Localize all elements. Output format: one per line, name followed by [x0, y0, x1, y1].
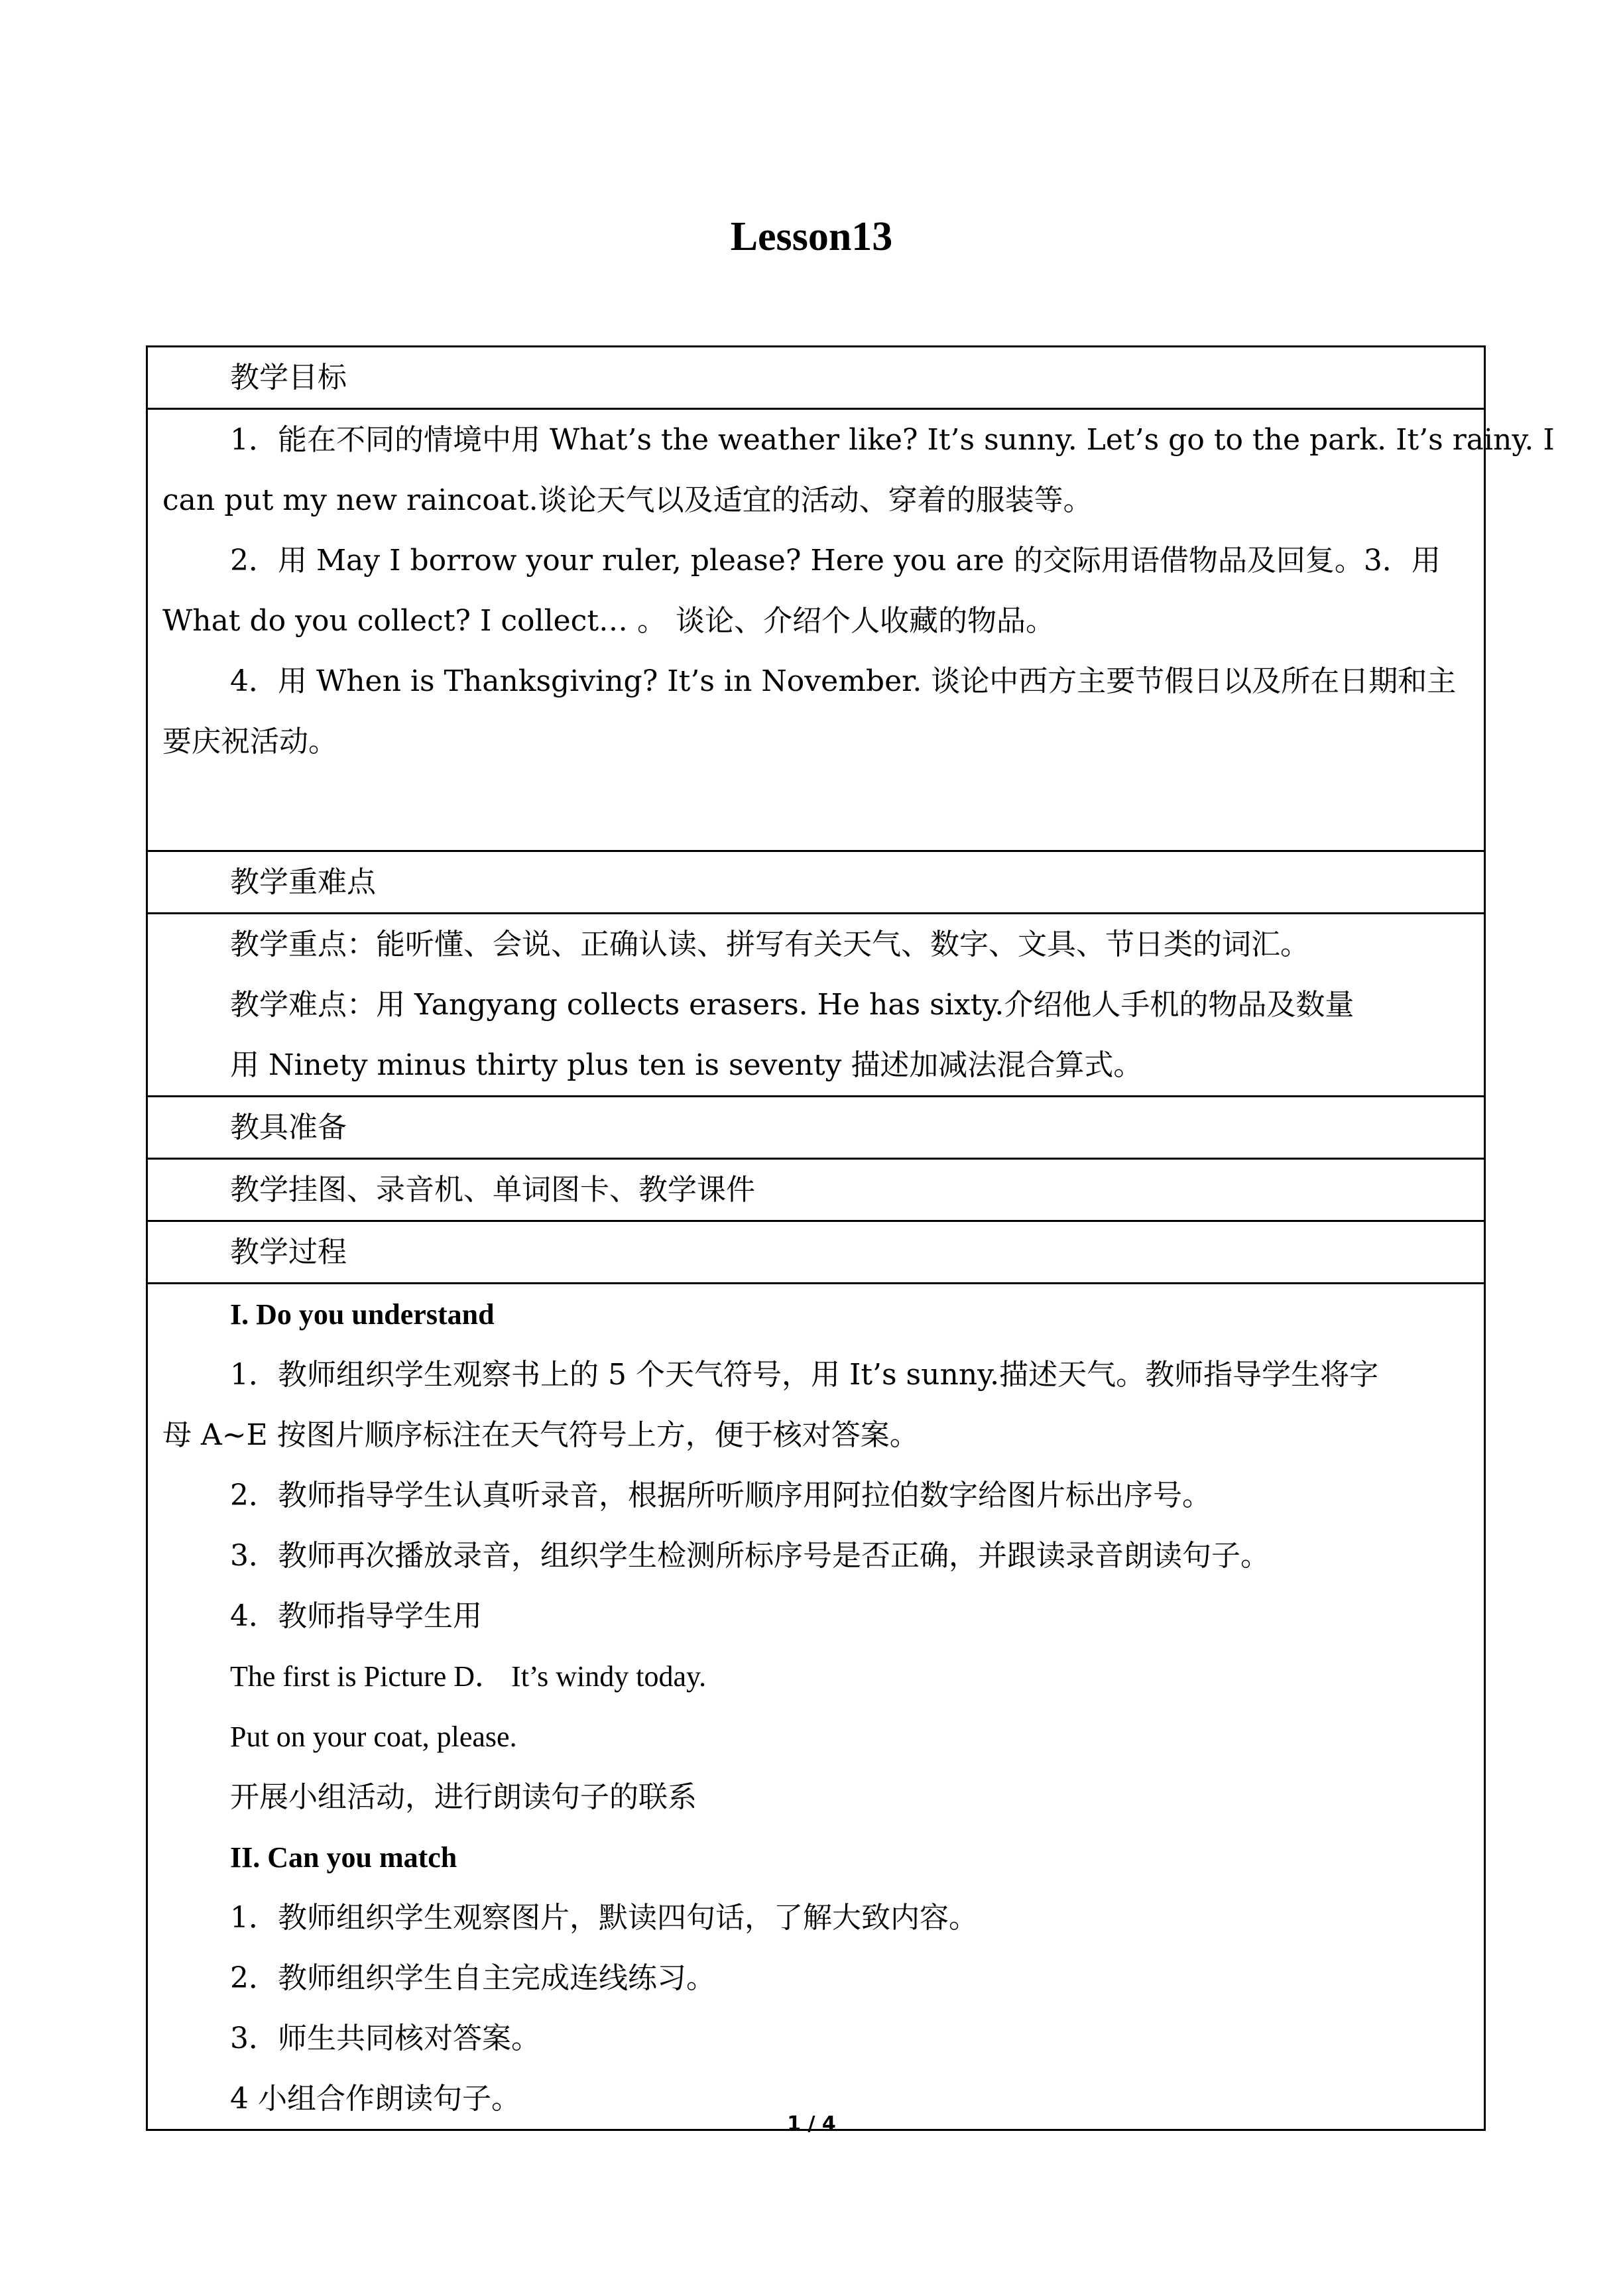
- part1-line-4: 3．教师再次播放录音，组织学生检测所标序号是否正确，并跟读录音朗读句子。: [230, 1539, 1270, 1573]
- process-heading-row: [147, 1221, 1485, 1284]
- part1-line-7: Put on your coat, please.: [230, 1721, 517, 1753]
- part1-line-2: 母 A~E 按图片顺序标注在天气符号上方，便于核对答案。: [162, 1418, 919, 1452]
- materials-heading-row: [147, 1097, 1485, 1159]
- key-point-line-1: 教学重点：能听懂、会说、正确认读、拼写有关天气、数字、文具、节日类的词汇。: [230, 928, 1309, 961]
- part2-title: II. Can you match: [230, 1841, 457, 1874]
- part2-line-4: 4 小组合作朗读句子。: [230, 2082, 520, 2116]
- key-points-heading: 教学重难点: [230, 865, 376, 899]
- key-points-heading-row: [147, 851, 1485, 914]
- page-number: 1 / 4: [787, 2112, 836, 2136]
- process-heading: 教学过程: [230, 1235, 347, 1269]
- process-content-row: [147, 1284, 1485, 2130]
- part2-line-1: 1．教师组织学生观察图片，默读四句话，了解大致内容。: [230, 1901, 978, 1935]
- objective-line-6: 要庆祝活动。: [162, 725, 337, 758]
- part1-title: I. Do you understand: [230, 1298, 495, 1331]
- part1-line-3: 2．教师指导学生认真听录音，根据所听顺序用阿拉伯数字给图片标出序号。: [230, 1479, 1211, 1512]
- objective-line-5: 4．用 When is Thanksgiving? It’s in November. 谈论中西方主要节假日以及所在日期和主: [230, 664, 1457, 698]
- part2-line-3: 3．师生共同核对答案。: [230, 2022, 540, 2055]
- objectives-content-row: [147, 409, 1485, 851]
- objectives-heading-row: [147, 347, 1485, 409]
- materials-content: 教学挂图、录音机、单词图卡、教学课件: [230, 1173, 755, 1207]
- key-point-line-2: 教学难点：用 Yangyang collects erasers. He has sixty.介绍他人手机的物品及数量: [230, 988, 1354, 1022]
- key-point-line-3: 用 Ninety minus thirty plus ten is seventy 描述加减法混合算式。: [230, 1048, 1143, 1082]
- lesson-plan-table: [146, 345, 1555, 2131]
- part1-line-6: The first is Picture D． It’s windy today.: [230, 1660, 707, 1693]
- part2-line-2: 2．教师组织学生自主完成连线练习。: [230, 1961, 715, 1995]
- key-points-content-row: [147, 914, 1485, 1097]
- objectives-blank-space: [162, 772, 1469, 850]
- objective-line-1: 1．能在不同的情境中用 What’s the weather like? It’s sunny. Let’s go to the park. It’s rainy. I: [230, 423, 1555, 457]
- part1-line-8: 开展小组活动，进行朗读句子的联系: [230, 1780, 697, 1814]
- materials-content-row: [147, 1159, 1485, 1221]
- part1-line-5: 4．教师指导学生用: [230, 1599, 482, 1633]
- objective-line-4: What do you collect? I collect… 。 谈论、介绍个人收藏的物品。: [162, 604, 1055, 638]
- part1-line-1: 1．教师组织学生观察书上的 5 个天气符号，用 It’s sunny.描述天气。教师指导学生将字: [230, 1358, 1379, 1392]
- materials-heading: 教具准备: [230, 1111, 347, 1144]
- objectives-heading: 教学目标: [230, 361, 347, 394]
- objective-line-3: 2．用 May I borrow your ruler, please? Here you are 的交际用语借物品及回复。3．用: [230, 544, 1441, 577]
- objective-line-2: can put my new raincoat.谈论天气以及适宜的活动、穿着的服装等。: [162, 483, 1093, 517]
- document-title: Lesson13: [730, 214, 893, 259]
